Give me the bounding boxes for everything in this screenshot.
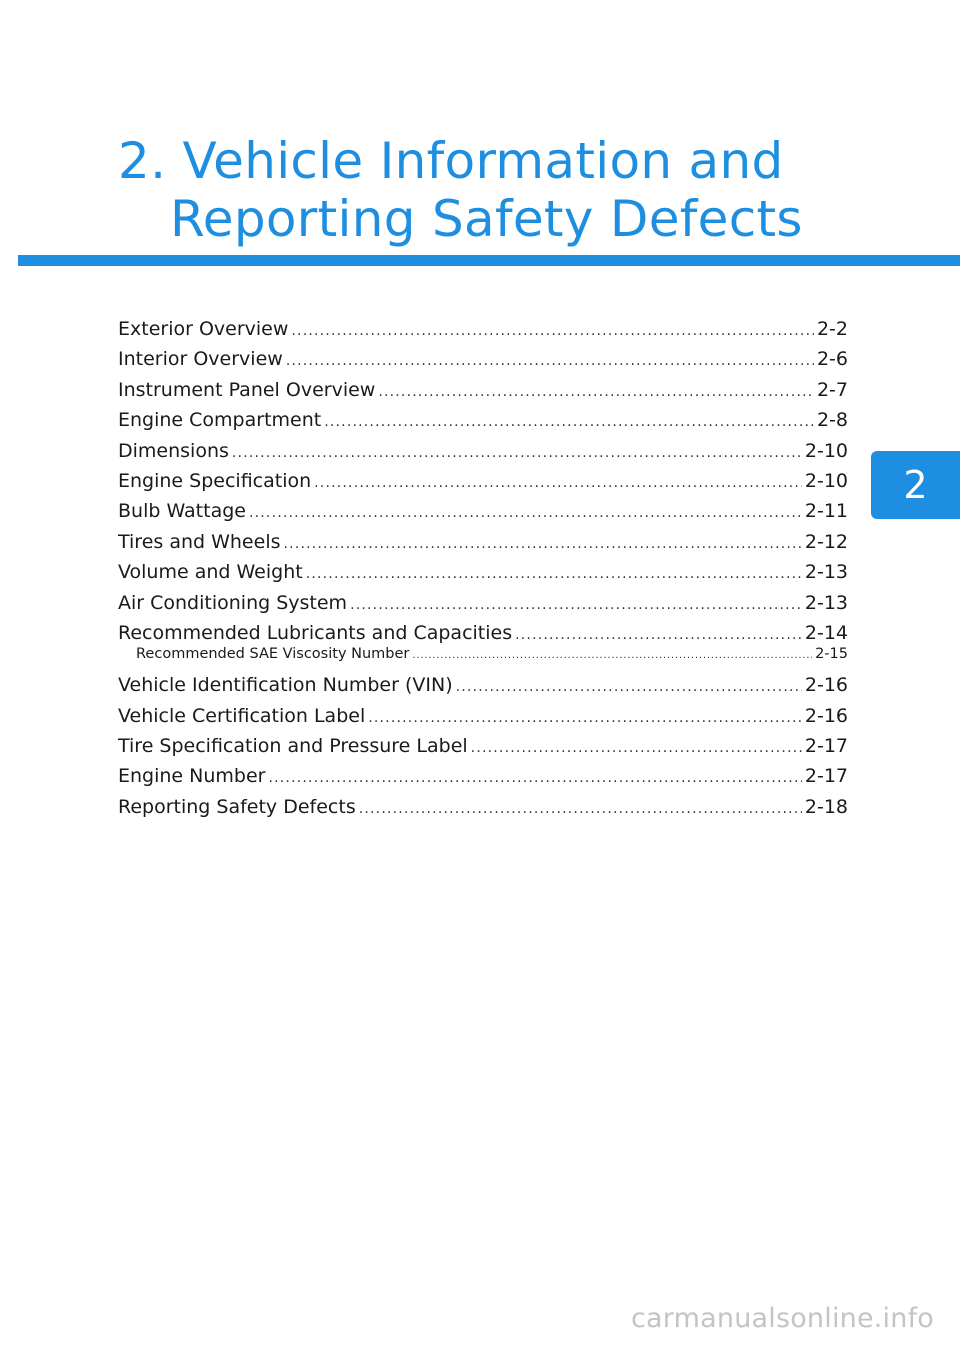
toc-entry[interactable] (118, 405, 848, 435)
toc-dot-leader (368, 703, 802, 733)
toc-entry-page-number: 2-13 (804, 591, 848, 614)
toc-entry[interactable] (118, 761, 848, 791)
toc-entry[interactable] (118, 496, 848, 526)
toc-entry-page-number: 2-6 (816, 348, 848, 371)
toc-entry[interactable] (118, 527, 848, 557)
toc-entry-label: Engine Compartment (118, 409, 322, 432)
table-of-contents (118, 314, 848, 822)
toc-entry-page-number: 2-17 (804, 765, 848, 788)
toc-entry[interactable] (118, 792, 848, 822)
toc-entry-label: Bulb Wattage (118, 500, 246, 523)
chapter-title (118, 132, 803, 248)
toc-entry-label: Volume and Weight (118, 561, 303, 584)
toc-dot-leader (284, 529, 802, 559)
toc-subentry[interactable] (118, 644, 848, 666)
toc-entry-page-number: 2-12 (804, 530, 848, 553)
toc-entry-label: Air Conditioning System (118, 591, 348, 614)
toc-dot-leader (286, 346, 814, 376)
toc-entry-label: Reporting Safety Defects (118, 795, 356, 818)
toc-entry[interactable] (118, 670, 848, 700)
toc-entry-page-number: 2-2 (816, 318, 848, 340)
toc-dot-leader (291, 316, 814, 346)
toc-entry[interactable] (118, 701, 848, 731)
toc-entry-page-number: 2-18 (804, 795, 848, 818)
toc-entry-label: Tires and Wheels (118, 530, 281, 553)
toc-entry-label: Engine Specification (118, 469, 312, 492)
toc-entry-page-number: 2-17 (804, 735, 848, 758)
watermark: carmanualsonline.info (631, 1303, 934, 1334)
toc-dot-leader (306, 559, 802, 589)
toc-dot-leader (378, 377, 814, 407)
toc-entry-label: Interior Overview (118, 348, 283, 371)
toc-dot-leader (456, 672, 802, 702)
toc-entry-label: Vehicle Certification Label (118, 704, 366, 727)
toc-entry[interactable] (118, 344, 848, 374)
toc-entry[interactable] (118, 375, 848, 405)
toc-entry-page-number: 2-7 (816, 378, 848, 401)
toc-entry[interactable] (118, 731, 848, 761)
toc-entry-label: Instrument Panel Overview (118, 378, 376, 401)
toc-dot-leader (350, 590, 802, 620)
toc-entry[interactable] (118, 588, 848, 618)
toc-entry-label: Recommended Lubricants and Capacities (118, 621, 513, 644)
toc-entry[interactable] (118, 557, 848, 587)
toc-entry[interactable] (118, 314, 848, 344)
toc-dot-leader (471, 733, 802, 763)
toc-entry-label: Exterior Overview (118, 318, 289, 340)
toc-dot-leader (324, 407, 814, 437)
toc-entry-label: Recommended SAE Viscosity Number (136, 646, 410, 663)
chapter-number: 2. (118, 132, 167, 190)
toc-entry[interactable] (118, 466, 848, 496)
toc-entry-page-number: 2-13 (804, 561, 848, 584)
toc-entry-label: Tire Specification and Pressure Label (118, 735, 468, 758)
toc-entry-page-number: 2-8 (816, 409, 848, 432)
toc-entry-page-number: 2-16 (804, 704, 848, 727)
title-divider (18, 255, 960, 266)
toc-dot-leader (359, 794, 802, 824)
toc-dot-leader (314, 468, 802, 498)
chapter-title-line-2: Reporting Safety Defects (170, 190, 803, 248)
toc-dot-leader (249, 498, 802, 528)
toc-entry[interactable] (118, 436, 848, 466)
toc-entry-page-number: 2-10 (804, 439, 848, 462)
toc-entry-page-number: 2-11 (804, 500, 848, 523)
toc-entry-label: Dimensions (118, 439, 229, 462)
toc-dot-leader (232, 438, 802, 468)
toc-entry-page-number: 2-15 (815, 646, 848, 663)
toc-entry-label: Engine Number (118, 765, 266, 788)
chapter-tab[interactable]: 2 (871, 451, 960, 519)
toc-entry-label: Vehicle Identification Number (VIN) (118, 674, 453, 697)
toc-dot-leader (412, 646, 812, 666)
toc-dot-leader (268, 763, 801, 793)
toc-entry-page-number: 2-14 (804, 621, 848, 644)
toc-entry-page-number: 2-16 (804, 674, 848, 697)
toc-entry-page-number: 2-10 (804, 469, 848, 492)
chapter-title-line-1: Vehicle Information and (182, 132, 784, 190)
